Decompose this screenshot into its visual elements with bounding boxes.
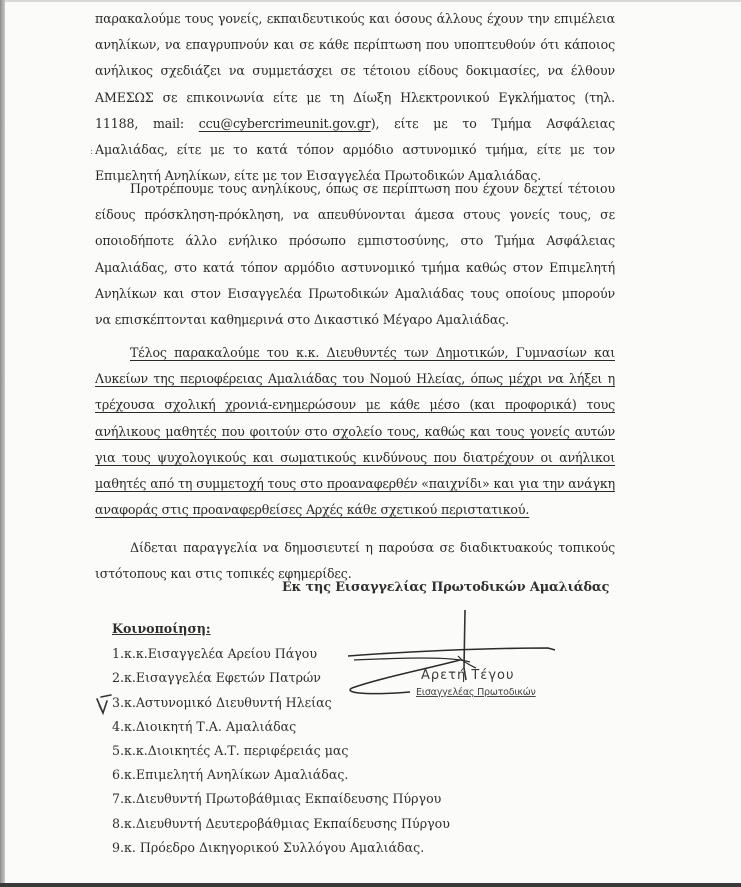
text-line: ανήλικους μαθητές που φοιτούν στο σχολείο τους, καθώς και τους γονείς αυτών bbox=[95, 423, 615, 439]
signature-title: Εισαγγελέας Πρωτοδικών bbox=[416, 687, 536, 698]
text-line: Αμαλιάδας, στο κατά τόπον αρμόδιο αστυνομικό τμήμα καθώς στον Επιμελητή bbox=[95, 259, 615, 275]
scan-left-edge bbox=[0, 0, 5, 887]
issuer-line: Εκ της Εισαγγελίας Πρωτοδικών Αμαλιάδας bbox=[282, 580, 610, 595]
text-line: Ανηλίκων και στον Εισαγγελέα Πρωτοδικών Αμαλιάδας τους οποίους μπορούν bbox=[95, 285, 615, 301]
notification-item: 7.κ.Διευθυντή Πρωτοβάθμιας Εκπαίδευσης Πύργου bbox=[112, 791, 442, 807]
text-line: ΑΜΕΣΩΣ σε επικοινωνία είτε με τη Δίωξη Ηλεκτρονικού Εγκλήματος (τηλ. bbox=[95, 89, 615, 105]
notification-item: 2.κ.Εισαγγελέα Εφετών Πατρών bbox=[112, 670, 321, 686]
notification-item: 4.κ.Διοικητή Τ.Α. Αμαλιάδας bbox=[112, 718, 297, 734]
text-line: Προτρέπουμε τους ανηλίκους, όπως σε περίπτωση που έχουν δεχτεί τέτοιου bbox=[130, 181, 615, 196]
text-line: για τους ψυχολογικούς και σωματικούς κινδύνους που διατρέχουν οι ανήλικοι bbox=[95, 449, 615, 465]
text-line: Λυκείων της περιοφέρειας Αμαλιάδας του Νομού Ηλείας, όπως μέχρι να λήξει η bbox=[95, 371, 615, 387]
scan-top-edge bbox=[0, 0, 741, 2]
signature-name: Αρετή Τέγου bbox=[421, 668, 515, 683]
text-line: να επισκέπτονται καθημερινά στο Δικαστικό Μέγαρο Αμαλιάδας. bbox=[95, 312, 509, 328]
paragraph-advice-to-minors bbox=[95, 176, 615, 333]
text-line: παρακαλούμε τους γονείς, εκπαιδευτικούς και όσους άλλους έχουν την επιμέλεια bbox=[95, 11, 615, 26]
email-link[interactable]: ccu@cybercrimeunit.gov.gr bbox=[198, 115, 371, 131]
text-line: μαθητές από τη συμμετοχή τους στο προαναφερθέν «παιχνίδι» και για την ανάγκη bbox=[95, 476, 615, 492]
text-line: Επιμελητή Ανηλίκων, είτε με τον Εισαγγελέα Πρωτοδικών Αμαλιάδας. bbox=[95, 168, 542, 184]
text-line: ανηλίκων, να επαγρυπνούν και σε κάθε περίπτωση που υποπτευθούν ότι κάποιος bbox=[95, 37, 615, 53]
notification-item: 1.κ.κ.Εισαγγελέα Αρείου Πάγου bbox=[112, 646, 318, 662]
notification-title: Κοινοποίηση: bbox=[112, 621, 211, 636]
text-line: ανήλικος σχεδιάζει να συμμετάσχει σε τέτοιου είδους δοκιμασίες, να έλθουν bbox=[95, 63, 615, 79]
text-line: είδους πρόσκληση-πρόκληση, να απευθύνονται άμεσα στους γονείς τους, σε bbox=[95, 207, 615, 223]
notification-item: 9.κ. Πρόεδρο Δικηγορικού Συλλόγου Αμαλιάδας. bbox=[112, 839, 425, 855]
text-line: τρέχουσα σχολική χρονιά-ενημερώσουν με κάθε μέσο (και προφορικά) τους bbox=[95, 397, 615, 413]
text-fragment: ), είτε με το Τμήμα Ασφάλειας bbox=[370, 115, 615, 131]
scan-bottom-edge bbox=[0, 883, 741, 887]
text-line: οποιοδήποτε άλλο ενήλικο πρόσωπο εμπιστοσύνης, στο Τμήμα Ασφάλειας bbox=[95, 233, 615, 249]
notification-item: 3.κ.Αστυνομικό Διευθυντή Ηλείας bbox=[112, 694, 332, 710]
text-line bbox=[95, 111, 615, 137]
text-line: ιστότοπους και στις τοπικές εφημερίδες. bbox=[95, 566, 352, 582]
notification-item: 6.κ.Επιμελητή Ανηλίκων Αμαλιάδας. bbox=[112, 767, 349, 783]
notification-item: 5.κ.κ.Διοικητές Α.Τ. περιφέρειάς μας bbox=[112, 743, 349, 759]
text-line: αναφοράς στις προαναφερθείσες Αρχές κάθε σχετικού περιστατικού. bbox=[95, 502, 530, 518]
margin-mark: : bbox=[90, 147, 94, 157]
notification-item: 8.κ.Διευθυντή Δευτεροβάθμιας Εκπαίδευσης Πύργου bbox=[112, 815, 450, 831]
text-line: Αμαλιάδας, είτε με το κατά τόπον αρμόδιο αστυνομικό τμήμα, είτε με τον bbox=[95, 142, 615, 158]
paragraph-request-to-schools bbox=[95, 340, 615, 523]
text-line: Τέλος παρακαλούμε του κ.κ. Διευθυντές των Δημοτικών, Γυμνασίων και bbox=[130, 345, 615, 360]
text-fragment: 11188, mail: bbox=[95, 115, 199, 131]
paragraph-report-instructions bbox=[95, 6, 615, 189]
handwritten-check-icon bbox=[95, 693, 117, 717]
text-line: Δίδεται παραγγελία να δημοσιευτεί η παρούσα σε διαδικτυακούς τοπικούς bbox=[130, 540, 615, 555]
